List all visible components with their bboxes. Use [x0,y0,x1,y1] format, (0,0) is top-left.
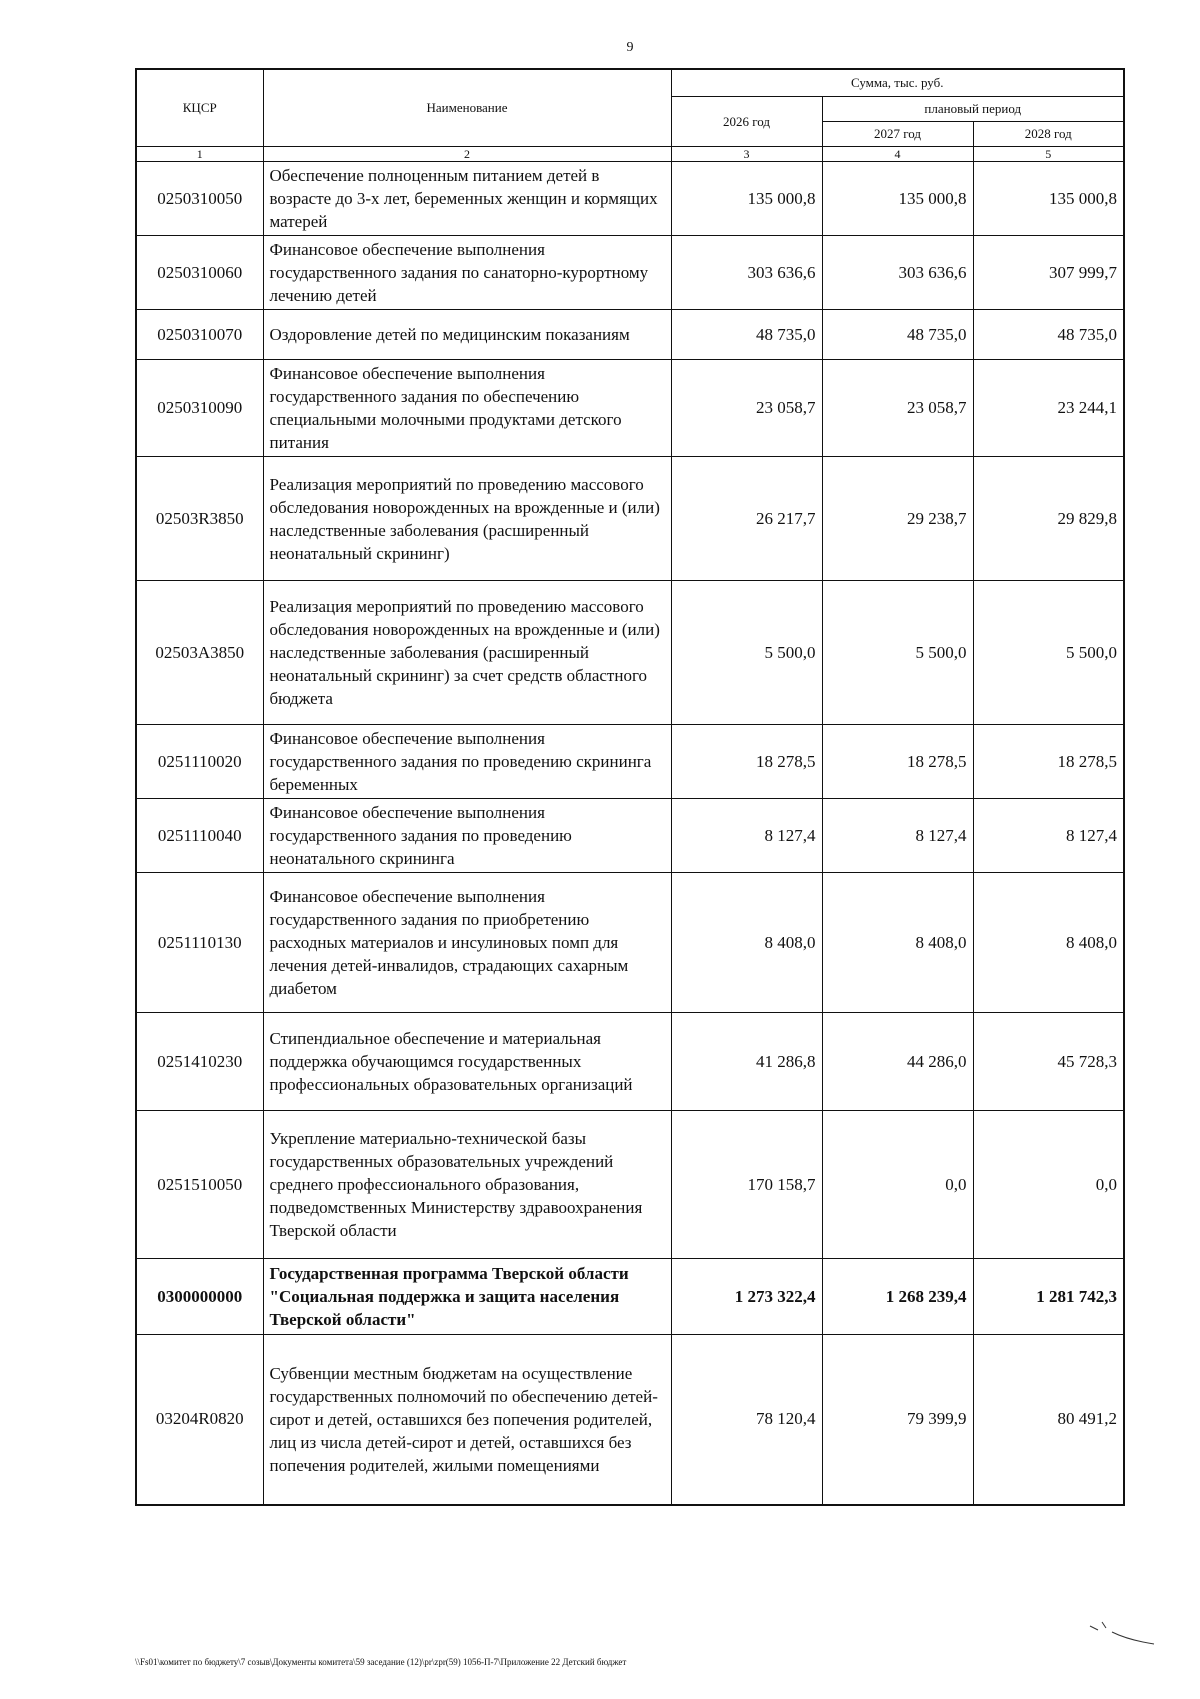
row-value-2027: 29 238,7 [822,457,973,581]
row-value-2026: 170 158,7 [671,1111,822,1259]
header-year-2028: 2028 год [973,122,1124,147]
row-value-2028: 23 244,1 [973,360,1124,457]
table-row [136,1013,1124,1111]
row-code: 03204R0820 [136,1335,263,1505]
row-name: Государственная программа Тверской области "Социальная поддержка и защита населения Тверской области" [263,1259,671,1335]
row-value-2026: 41 286,8 [671,1013,822,1111]
row-value-2028: 80 491,2 [973,1335,1124,1505]
row-name: Реализация мероприятий по проведению массового обследования новорожденных на врожденные и (или) наследственные заболевания (расширенный неонатальный скрининг) за счет средств областного бюджета [263,581,671,725]
row-value-2026: 5 500,0 [671,581,822,725]
pen-mark-icon [1088,1618,1158,1648]
col-number-2: 2 [263,147,671,162]
row-code: 0251110130 [136,873,263,1013]
header-name: Наименование [263,69,671,147]
row-code: 0251110040 [136,799,263,873]
row-value-2028: 5 500,0 [973,581,1124,725]
row-code: 0250310050 [136,162,263,236]
row-value-2027: 5 500,0 [822,581,973,725]
row-value-2027: 0,0 [822,1111,973,1259]
row-name: Финансовое обеспечение выполнения государственного задания по санаторно-курортному лечению детей [263,236,671,310]
table-row [136,310,1124,360]
table-row [136,725,1124,799]
col-number-4: 4 [822,147,973,162]
table-row [136,236,1124,310]
header-kcsr: КЦСР [136,69,263,147]
row-name: Оздоровление детей по медицинским показаниям [263,310,671,360]
row-value-2027: 135 000,8 [822,162,973,236]
row-name: Субвенции местным бюджетам на осуществление государственных полномочий по обеспечению детей-сирот и детей, оставшихся без попечения родителей, лиц из числа детей-сирот и детей, оставшихся без попечения родителей, жилыми помещениями [263,1335,671,1505]
table-row [136,162,1124,236]
row-code: 0250310070 [136,310,263,360]
row-name: Укрепление материально-технической базы государственных образовательных учреждений среднего профессионального образования, подведомственных Министерству здравоохранения Тверской области [263,1111,671,1259]
header-sum: Сумма, тыс. руб. [671,69,1124,97]
row-value-2027: 303 636,6 [822,236,973,310]
row-value-2026: 303 636,6 [671,236,822,310]
row-value-2027: 79 399,9 [822,1335,973,1505]
row-code: 0251410230 [136,1013,263,1111]
row-code: 0250310060 [136,236,263,310]
table-header [136,69,1124,162]
row-code: 0251510050 [136,1111,263,1259]
row-value-2026: 18 278,5 [671,725,822,799]
row-value-2027: 48 735,0 [822,310,973,360]
table-row [136,1259,1124,1335]
row-value-2027: 18 278,5 [822,725,973,799]
row-code: 02503А3850 [136,581,263,725]
table-row [136,360,1124,457]
row-value-2026: 78 120,4 [671,1335,822,1505]
header-planning-period: плановый период [822,97,1124,122]
row-code: 0251110020 [136,725,263,799]
row-value-2027: 8 408,0 [822,873,973,1013]
row-value-2028: 8 408,0 [973,873,1124,1013]
row-value-2026: 48 735,0 [671,310,822,360]
header-year-2026: 2026 год [671,97,822,147]
row-value-2028: 1 281 742,3 [973,1259,1124,1335]
row-value-2027: 1 268 239,4 [822,1259,973,1335]
row-value-2028: 48 735,0 [973,310,1124,360]
budget-table [135,68,1125,1506]
table-row [136,1335,1124,1505]
table-row [136,581,1124,725]
footer-file-path: \\Fs01\комитет по бюджету\7 созыв\Документы комитета\59 заседание (12)\pr\zpr(59) 1056-П-7\Приложение 22 Детский бюджет [135,1657,627,1667]
table-row [136,799,1124,873]
row-value-2028: 8 127,4 [973,799,1124,873]
row-value-2027: 23 058,7 [822,360,973,457]
row-value-2026: 1 273 322,4 [671,1259,822,1335]
row-value-2026: 8 408,0 [671,873,822,1013]
row-code: 0250310090 [136,360,263,457]
row-value-2028: 135 000,8 [973,162,1124,236]
row-name: Финансовое обеспечение выполнения государственного задания по приобретению расходных материалов и инсулиновых помп для лечения детей-инвалидов, страдающих сахарным диабетом [263,873,671,1013]
row-name: Финансовое обеспечение выполнения государственного задания по проведению скрининга беременных [263,725,671,799]
table-row [136,1111,1124,1259]
row-name: Реализация мероприятий по проведению массового обследования новорожденных на врожденные и (или) наследственные заболевания (расширенный неонатальный скрининг) [263,457,671,581]
col-number-1: 1 [136,147,263,162]
row-value-2026: 23 058,7 [671,360,822,457]
page-number: 9 [626,40,634,55]
row-value-2028: 29 829,8 [973,457,1124,581]
row-value-2026: 26 217,7 [671,457,822,581]
row-name: Финансовое обеспечение выполнения государственного задания по обеспечению специальными молочными продуктами детского питания [263,360,671,457]
header-year-2027: 2027 год [822,122,973,147]
row-value-2027: 44 286,0 [822,1013,973,1111]
row-value-2028: 18 278,5 [973,725,1124,799]
table-row [136,457,1124,581]
row-value-2028: 0,0 [973,1111,1124,1259]
col-number-5: 5 [973,147,1124,162]
row-code: 0300000000 [136,1259,263,1335]
row-value-2027: 8 127,4 [822,799,973,873]
col-number-3: 3 [671,147,822,162]
row-value-2028: 45 728,3 [973,1013,1124,1111]
table-row [136,873,1124,1013]
row-value-2028: 307 999,7 [973,236,1124,310]
row-code: 02503R3850 [136,457,263,581]
row-value-2026: 135 000,8 [671,162,822,236]
table-body [136,162,1124,1505]
row-name: Финансовое обеспечение выполнения государственного задания по проведению неонатального скрининга [263,799,671,873]
row-name: Стипендиальное обеспечение и материальная поддержка обучающимся государственных профессиональных образовательных организаций [263,1013,671,1111]
row-name: Обеспечение полноценным питанием детей в возрасте до 3-х лет, беременных женщин и кормящих матерей [263,162,671,236]
row-value-2026: 8 127,4 [671,799,822,873]
